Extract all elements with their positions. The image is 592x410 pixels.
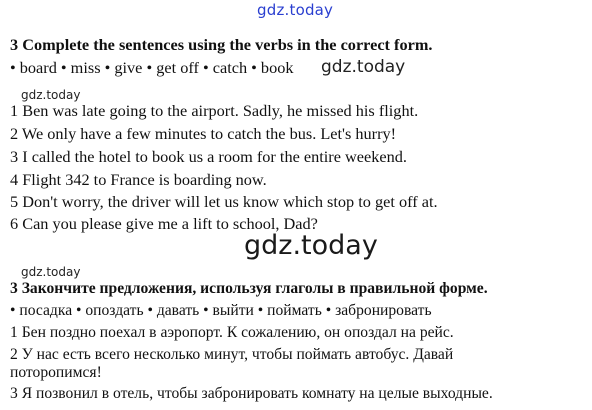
sentence-ru-1: 1 Бен поздно поехал в аэропорт. К сожалению, он опоздал на рейс. — [10, 324, 454, 341]
sentence-en-2: 2 We only have a few minutes to catch the bus. Let's hurry! — [10, 124, 397, 143]
sentence-en-1: 1 Ben was late going to the airport. Sadly, he missed his flight. — [10, 101, 419, 120]
watermark-big: gdz.today — [244, 230, 378, 261]
sentence-ru-3: 3 Я позвонил в отель, чтобы забронировать комнату на целые выходные. — [10, 385, 493, 402]
watermark-top: gdz.today — [257, 1, 334, 19]
sentence-en-3: 3 I called the hotel to book us a room for the entire weekend. — [10, 147, 407, 166]
watermark-small-2: gdz.today — [21, 265, 81, 279]
sentence-ru-2: 2 У нас есть всего несколько минут, чтобы поймать автобус. Давай — [10, 346, 454, 363]
word-bank-en: • board • miss • give • get off • catch • book — [10, 58, 294, 77]
watermark-small-1: gdz.today — [21, 88, 81, 102]
sentence-en-5: 5 Don't worry, the driver will let us know which stop to get off at. — [10, 192, 438, 211]
sentence-en-6: 6 Can you please give me a lift to school, Dad? — [10, 214, 318, 233]
sentence-ru-2-continued: поторопимся! — [10, 364, 102, 381]
sentence-en-4: 4 Flight 342 to France is boarding now. — [10, 170, 267, 189]
watermark-inline: gdz.today — [321, 57, 406, 77]
word-bank-ru: • посадка • опоздать • давать • выйти • поймать • забронировать — [10, 302, 432, 319]
exercise-heading-ru: 3 Закончите предложения, используя глаголы в правильной форме. — [10, 280, 488, 297]
exercise-heading-en: 3 Complete the sentences using the verbs in the correct form. — [10, 35, 433, 54]
